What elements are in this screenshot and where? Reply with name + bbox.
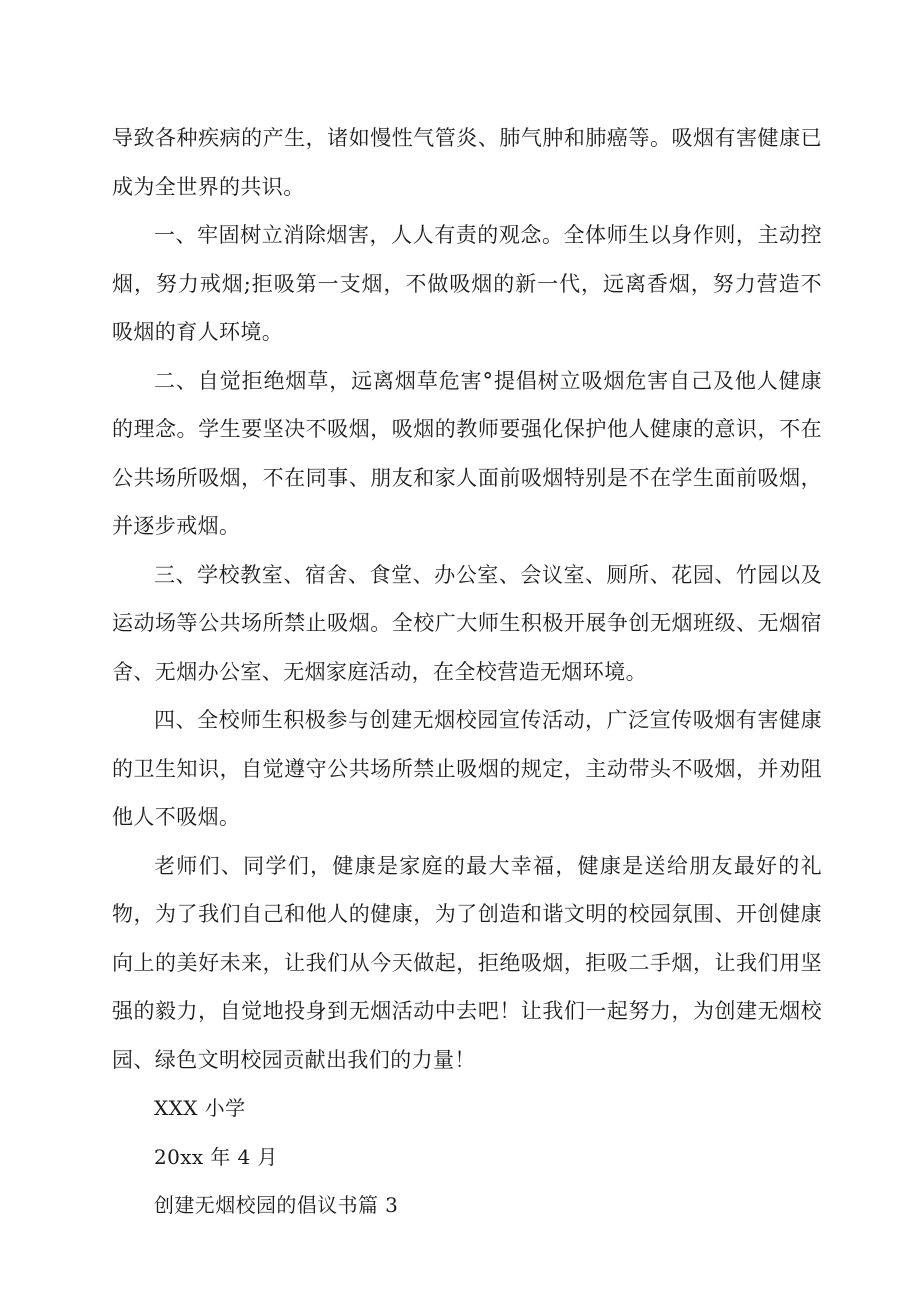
signature-school: XXX 小学 bbox=[154, 1096, 246, 1120]
signature-date: 20xx 年 4 月 bbox=[154, 1144, 278, 1169]
paragraph-point-4: 四、全校师生积极参与创建无烟校园宣传活动，广泛宣传吸烟有害健康的卫生知识，自觉遵守公共场所禁止吸烟的规定，主动带头不吸烟，并劝阻他人不吸烟。 bbox=[112, 708, 822, 829]
paragraph-closing: 老师们、同学们，健康是家庭的最大幸福，健康是送给朋友最好的礼物，为了我们自己和他人的健康，为了创造和谐文明的校园氛围、开创健康向上的美好未来，让我们从今天做起，拒绝吸烟，拒吸二手烟，让我们用坚强的毅力，自觉地投身到无烟活动中去吧！让我们一起努力，为创建无烟校园、绿色文明校园贡献出我们的力量！ bbox=[112, 853, 822, 1072]
paragraph-point-2: 二、自觉拒绝烟草，远离烟草危害°提倡树立吸烟危害自己及他人健康的理念。学生要坚决不吸烟，吸烟的教师要强化保护他人健康的意识，不在公共场所吸烟，不在同事、朋友和家人面前吸烟特别是不在学生面前吸烟，并逐步戒烟。 bbox=[112, 368, 822, 538]
paragraph-point-3: 三、学校教室、宿舍、食堂、办公室、会议室、厕所、花园、竹园以及运动场等公共场所禁止吸烟。全校广大师生积极开展争创无烟班级、无烟宿舍、无烟办公室、无烟家庭活动，在全校营造无烟环境。 bbox=[112, 562, 822, 684]
paragraph-intro-tail: 导致各种疾病的产生，诸如慢性气管炎、肺气肿和肺癌等。吸烟有害健康已成为全世界的共识。 bbox=[112, 126, 822, 199]
paragraph-point-1: 一、牢固树立消除烟害，人人有责的观念。全体师生以身作则，主动控烟，努力戒烟;拒吸第一支烟，不做吸烟的新一代，远离香烟，努力营造不吸烟的育人环境。 bbox=[112, 223, 822, 344]
document-body bbox=[112, 114, 822, 1230]
next-section-title: 创建无烟校园的倡议书篇 3 bbox=[154, 1193, 399, 1217]
